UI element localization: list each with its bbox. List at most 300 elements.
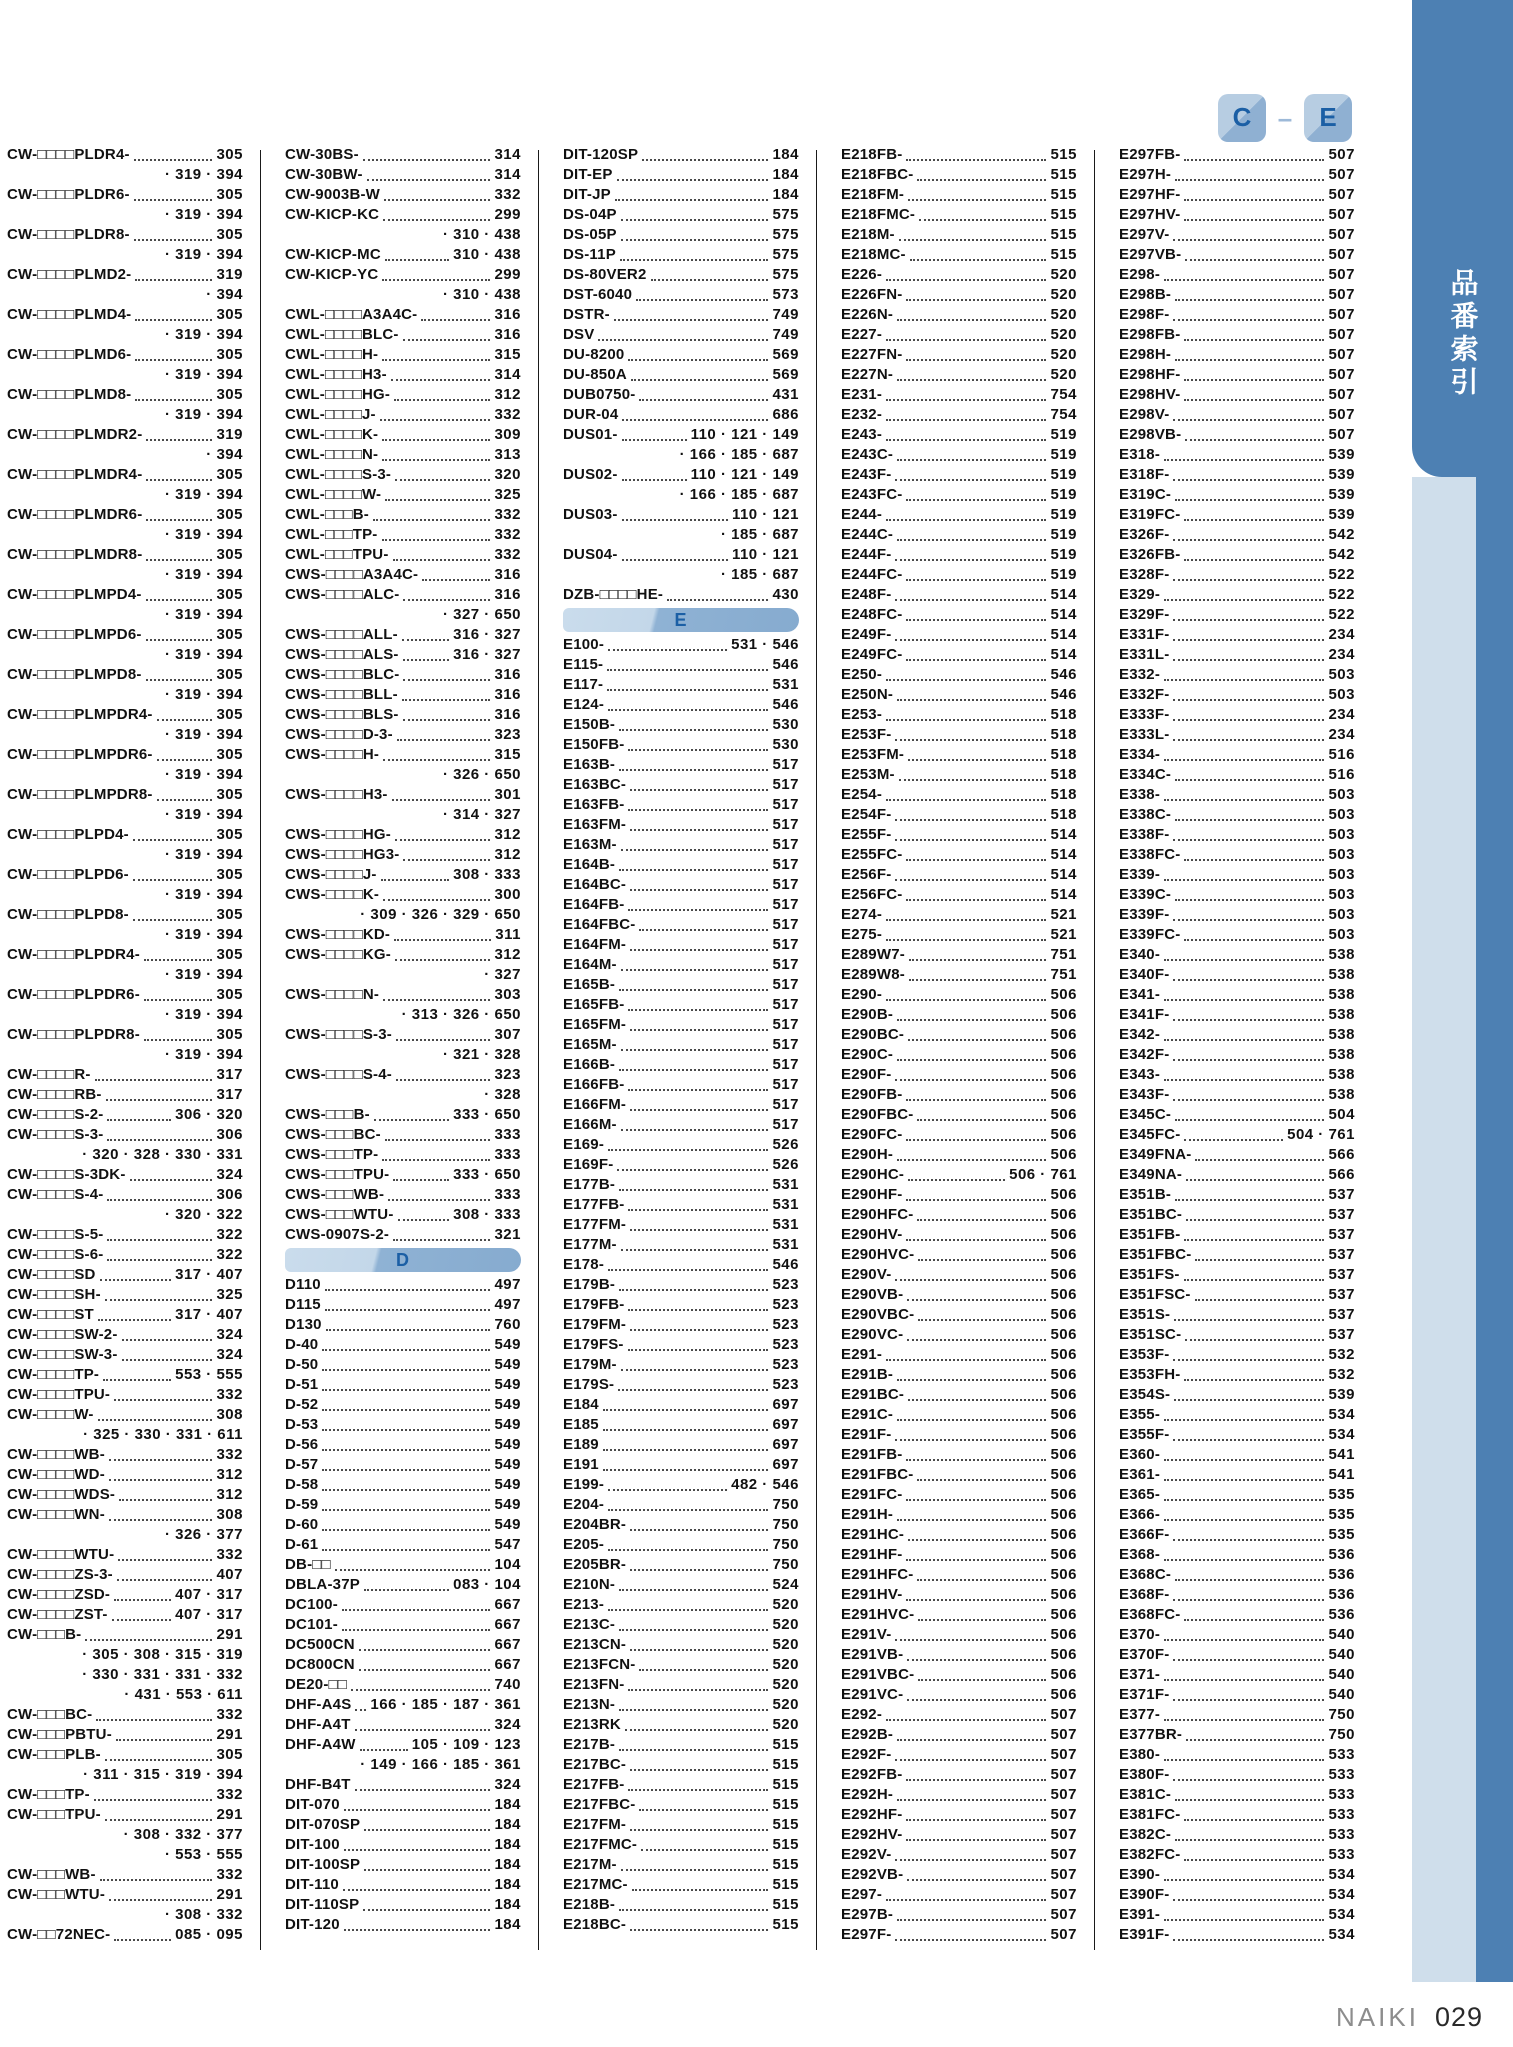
- page-numbers: 504: [1328, 1106, 1355, 1123]
- product-code: CW-□□□□PLMPDR8-: [7, 786, 153, 803]
- index-entry-row: [1119, 1325, 1355, 1345]
- index-entry-row: [1119, 205, 1355, 225]
- page-numbers: 520: [772, 1616, 799, 1633]
- product-code: E351SC-: [1119, 1326, 1182, 1343]
- product-code: E298V-: [1119, 406, 1170, 423]
- page-numbers: 316: [494, 666, 521, 683]
- page-numbers: 517: [772, 816, 799, 833]
- index-entry-row: [1119, 485, 1355, 505]
- page-numbers: 306 · 320: [175, 1106, 243, 1123]
- product-code: DUS03-: [563, 506, 618, 523]
- dot-leader: [1173, 1650, 1324, 1661]
- page-numbers: 332: [216, 1866, 243, 1883]
- index-entry-row: [1119, 665, 1355, 685]
- dot-leader: [897, 310, 1046, 321]
- index-entry-row: [841, 385, 1077, 405]
- dot-leader: [618, 1380, 768, 1391]
- page-numbers: 515: [772, 1836, 799, 1853]
- index-entry-row: [841, 805, 1077, 825]
- index-entry-row: [841, 305, 1077, 325]
- index-entry-row: [7, 1065, 243, 1085]
- dot-leader: [402, 690, 491, 701]
- dot-leader: [107, 1230, 212, 1241]
- product-code: DHF-A4W: [285, 1736, 356, 1753]
- page-numbers: 323: [494, 1066, 521, 1083]
- page-numbers: 506: [1050, 1006, 1077, 1023]
- index-entry-row: [841, 1305, 1077, 1325]
- dot-leader: [335, 1560, 491, 1571]
- dot-leader: [897, 1790, 1046, 1801]
- product-code: E249F-: [841, 626, 892, 643]
- dot-leader: [1173, 570, 1324, 581]
- dot-leader: [897, 450, 1046, 461]
- page-numbers: · 320 · 328 · 330 · 331: [82, 1146, 243, 1163]
- index-entry-row: [7, 1505, 243, 1525]
- index-entry-row: [285, 925, 521, 945]
- product-code: E291FB-: [841, 1446, 903, 1463]
- index-entry-row: [285, 505, 521, 525]
- product-code: DSTR-: [563, 306, 610, 323]
- product-code: E290F-: [841, 1066, 892, 1083]
- page-numbers: 184: [494, 1896, 521, 1913]
- dot-leader: [114, 1930, 171, 1941]
- dot-leader: [1184, 190, 1324, 201]
- dot-leader: [631, 370, 769, 381]
- dot-leader: [630, 1820, 768, 1831]
- dot-leader: [907, 1290, 1046, 1301]
- product-code: CWS-□□□WTU-: [285, 1206, 394, 1223]
- product-code: CW-□□□□PLMPD8-: [7, 666, 142, 683]
- index-entry-row: [7, 1165, 243, 1185]
- letter-range-tabs: [1218, 93, 1352, 142]
- product-code: CW-□□□□SD: [7, 1266, 96, 1283]
- page-numbers: 517: [772, 856, 799, 873]
- index-entry-row: [563, 1915, 799, 1935]
- product-code: E163FM-: [563, 816, 627, 833]
- page-numbers: 515: [772, 1776, 799, 1793]
- page-numbers: 667: [494, 1596, 521, 1613]
- page-numbers: · 319 · 394: [164, 686, 243, 703]
- index-entry-row: [285, 1065, 521, 1085]
- page-numbers: 407 · 317: [175, 1606, 243, 1623]
- product-code: E343F-: [1119, 1086, 1170, 1103]
- dot-leader: [1164, 870, 1324, 881]
- dot-leader: [383, 210, 490, 221]
- dot-leader: [325, 1300, 491, 1311]
- product-code: E163B-: [563, 756, 616, 773]
- index-continuation-row: [7, 1005, 243, 1025]
- product-code: CW-□□□□PLMD8-: [7, 386, 132, 403]
- page-numbers: 305: [216, 466, 243, 483]
- page-numbers: 517: [772, 836, 799, 853]
- product-code: E292VB-: [841, 1866, 904, 1883]
- index-entry-row: [1119, 1705, 1355, 1725]
- page-numbers: 507: [1328, 406, 1355, 423]
- index-entry-row: [7, 625, 243, 645]
- index-entry-row: [563, 385, 799, 405]
- index-entry-row: [841, 545, 1077, 565]
- product-code: CW-□□□□TPU-: [7, 1386, 111, 1403]
- page-numbers: 749: [772, 326, 799, 343]
- index-continuation-row: [7, 565, 243, 585]
- index-entry-row: [841, 1805, 1077, 1825]
- product-code: CW-□□□□PLMPDR4-: [7, 706, 153, 723]
- product-code: E213FN-: [563, 1676, 625, 1693]
- product-code: CW-□□□□WD-: [7, 1466, 105, 1483]
- index-continuation-row: [7, 925, 243, 945]
- page-numbers: 322: [216, 1226, 243, 1243]
- product-code: DUB0750-: [563, 386, 636, 403]
- page-numbers: 667: [494, 1656, 521, 1673]
- index-entry-row: [563, 1415, 799, 1435]
- index-entry-row: [563, 505, 799, 525]
- index-entry-row: [1119, 525, 1355, 545]
- index-entry-row: [841, 1925, 1077, 1945]
- index-entry-row: [841, 1365, 1077, 1385]
- index-entry-row: [563, 1355, 799, 1375]
- page-numbers: 533: [1328, 1746, 1355, 1763]
- dot-leader: [1164, 790, 1324, 801]
- index-entry-row: [563, 285, 799, 305]
- page-numbers: 316 · 327: [453, 626, 521, 643]
- product-code: DIT-120SP: [563, 146, 639, 163]
- page-numbers: 303: [494, 986, 521, 1003]
- product-code: E298H-: [1119, 346, 1172, 363]
- product-code: E218FB-: [841, 146, 903, 163]
- dot-leader: [630, 1920, 768, 1931]
- index-entry-row: [285, 525, 521, 545]
- index-entry-row: [841, 245, 1077, 265]
- index-entry-row: [841, 1225, 1077, 1245]
- index-entry-row: [841, 1865, 1077, 1885]
- product-code: E291V-: [841, 1626, 892, 1643]
- index-entry-row: [563, 405, 799, 425]
- page-numbers: 110 · 121: [731, 506, 799, 523]
- product-code: CWL-□□□□H-: [285, 346, 379, 363]
- dot-leader: [886, 990, 1046, 1001]
- dot-leader: [1175, 290, 1324, 301]
- product-code: DBLA-37P: [285, 1576, 360, 1593]
- index-entry-row: [7, 1225, 243, 1245]
- index-entry-row: [1119, 645, 1355, 665]
- dot-leader: [886, 1710, 1046, 1721]
- product-code: E365-: [1119, 1486, 1161, 1503]
- product-code: E243F-: [841, 466, 892, 483]
- product-code: CW-30BW-: [285, 166, 363, 183]
- index-entry-row: [841, 1845, 1077, 1865]
- product-code: D-40: [285, 1336, 319, 1353]
- index-entry-row: [1119, 1565, 1355, 1585]
- product-code: E163M-: [563, 836, 617, 853]
- page-numbers: 506: [1050, 1446, 1077, 1463]
- page-numbers: 507: [1328, 226, 1355, 243]
- dot-leader: [1173, 650, 1324, 661]
- dot-leader: [342, 1600, 491, 1611]
- dot-leader: [1186, 1730, 1324, 1741]
- dot-leader: [1164, 450, 1324, 461]
- product-code: E290HV-: [841, 1226, 903, 1243]
- product-code: DU-8200: [563, 346, 625, 363]
- product-code: E292-: [841, 1706, 883, 1723]
- section-letter: D: [396, 1249, 410, 1270]
- page-numbers: 519: [1050, 426, 1077, 443]
- product-code: E165FB-: [563, 996, 625, 1013]
- page-numbers: 520: [1050, 266, 1077, 283]
- index-entry-row: [841, 1565, 1077, 1585]
- product-code: DST-6040: [563, 286, 633, 303]
- page-numbers: 312: [494, 826, 521, 843]
- product-code: DC101-: [285, 1616, 338, 1633]
- page-numbers: 523: [772, 1296, 799, 1313]
- page-numbers: 317: [216, 1066, 243, 1083]
- page-numbers: 522: [1328, 566, 1355, 583]
- index-continuation-row: [563, 565, 799, 585]
- dot-leader: [322, 1460, 490, 1471]
- index-entry-row: [1119, 1605, 1355, 1625]
- dot-leader: [630, 1320, 768, 1331]
- page-numbers: 518: [1050, 746, 1077, 763]
- product-code: E390-: [1119, 1866, 1161, 1883]
- page-numbers: 524: [772, 1576, 799, 1593]
- dot-leader: [1173, 230, 1324, 241]
- product-code: E291VB-: [841, 1646, 904, 1663]
- index-entry-row: [285, 825, 521, 845]
- index-continuation-row: [7, 1425, 243, 1445]
- dot-leader: [906, 570, 1046, 581]
- page-numbers: 515: [772, 1916, 799, 1933]
- page-numbers: 305: [216, 706, 243, 723]
- page-numbers: · 314 · 327: [442, 806, 521, 823]
- dot-leader: [422, 570, 490, 581]
- index-entry-row: [1119, 385, 1355, 405]
- index-continuation-row: [7, 1665, 243, 1685]
- index-entry-row: [285, 1145, 521, 1165]
- index-entry-row: [841, 985, 1077, 1005]
- product-code: DS-11P: [563, 246, 616, 263]
- index-entry-row: [563, 1635, 799, 1655]
- index-continuation-row: [285, 1045, 521, 1065]
- index-entry-row: [285, 1395, 521, 1415]
- product-code: E217FBC-: [563, 1796, 636, 1813]
- product-code: E165B-: [563, 976, 616, 993]
- product-code: CWS-□□□WB-: [285, 1186, 385, 1203]
- page-numbers: 517: [772, 896, 799, 913]
- product-code: E351FSC-: [1119, 1286, 1191, 1303]
- dot-leader: [886, 510, 1046, 521]
- page-numbers: 526: [772, 1156, 799, 1173]
- product-code: CWS-□□□TPU-: [285, 1166, 390, 1183]
- page-numbers: 317 · 407: [175, 1266, 243, 1283]
- dot-leader: [897, 1010, 1046, 1021]
- index-entry-row: [563, 915, 799, 935]
- product-code: CW-□□□□PLPD6-: [7, 866, 129, 883]
- index-entry-row: [841, 845, 1077, 865]
- page-numbers: 750: [772, 1496, 799, 1513]
- page-numbers: 531: [772, 1216, 799, 1233]
- index-entry-row: [285, 1575, 521, 1595]
- product-code: E164FB-: [563, 896, 625, 913]
- product-code: E297V-: [1119, 226, 1170, 243]
- product-code: E345FC-: [1119, 1126, 1181, 1143]
- dot-leader: [886, 910, 1046, 921]
- page-numbers: 522: [1328, 586, 1355, 603]
- dot-leader: [617, 170, 769, 181]
- index-entry-row: [841, 1185, 1077, 1205]
- product-code: E217MC-: [563, 1876, 628, 1893]
- dot-leader: [608, 1260, 768, 1271]
- index-entry-row: [1119, 1925, 1355, 1945]
- product-code: E250N-: [841, 686, 894, 703]
- product-code: DB-□□: [285, 1556, 331, 1573]
- product-code: E349FNA-: [1119, 1146, 1192, 1163]
- page-numbers: 546: [772, 656, 799, 673]
- index-entry-row: [285, 1655, 521, 1675]
- page-numbers: 538: [1328, 1046, 1355, 1063]
- dot-leader: [383, 990, 490, 1001]
- product-code: E338C-: [1119, 806, 1172, 823]
- dot-leader: [146, 550, 212, 561]
- page-numbers: · 309 · 326 · 329 · 650: [360, 906, 521, 923]
- dot-leader: [135, 390, 212, 401]
- product-code: E253M-: [841, 766, 895, 783]
- product-code: CWL-□□□B-: [285, 506, 369, 523]
- dot-leader: [906, 1090, 1046, 1101]
- product-code: DSV: [563, 326, 595, 343]
- dot-leader: [630, 880, 768, 891]
- product-code: E256FC-: [841, 886, 903, 903]
- index-entry-row: [841, 1405, 1077, 1425]
- index-entry-row: [1119, 1725, 1355, 1745]
- product-code: E382C-: [1119, 1826, 1172, 1843]
- dot-leader: [608, 1500, 768, 1511]
- product-code: E204BR-: [563, 1516, 627, 1533]
- product-code: E290FBC-: [841, 1106, 914, 1123]
- dot-leader: [322, 1400, 490, 1411]
- page-numbers: 520: [772, 1656, 799, 1673]
- product-code: CW-□□□B-: [7, 1626, 82, 1643]
- dot-leader: [1184, 390, 1324, 401]
- page-numbers: 507: [1328, 366, 1355, 383]
- index-entry-row: [1119, 1685, 1355, 1705]
- page-numbers: · 319 · 394: [164, 606, 243, 623]
- page-numbers: 533: [1328, 1766, 1355, 1783]
- dot-leader: [628, 740, 768, 751]
- page-numbers: 520: [1050, 326, 1077, 343]
- dot-leader: [907, 1870, 1046, 1881]
- range-dash: –: [1277, 102, 1293, 133]
- product-code: E292B-: [841, 1726, 894, 1743]
- product-code: E318F-: [1119, 466, 1170, 483]
- index-entry-row: [7, 1625, 243, 1645]
- page-numbers: 531: [772, 1236, 799, 1253]
- product-code: E169-: [563, 1136, 605, 1153]
- dot-leader: [1164, 990, 1324, 1001]
- product-code: DIT-EP: [563, 166, 613, 183]
- dot-leader: [393, 550, 491, 561]
- dot-leader: [106, 1090, 213, 1101]
- dot-leader: [909, 950, 1047, 961]
- page-numbers: · 308 · 332: [164, 1906, 243, 1923]
- dot-leader: [1173, 470, 1324, 481]
- dot-leader: [109, 1470, 213, 1481]
- product-code: E339F-: [1119, 906, 1170, 923]
- page-numbers: 291: [216, 1806, 243, 1823]
- index-entry-row: [1119, 445, 1355, 465]
- product-code: CW-□□□□SW-3-: [7, 1346, 118, 1363]
- dot-leader: [620, 250, 769, 261]
- product-code: E218BC-: [563, 1916, 627, 1933]
- page-numbers: · 185 · 687: [720, 526, 799, 543]
- index-entry-row: [285, 485, 521, 505]
- product-code: E178-: [563, 1256, 605, 1273]
- page-numbers: 532: [1328, 1366, 1355, 1383]
- product-code: E291F-: [841, 1426, 892, 1443]
- page-numbers: 540: [1328, 1626, 1355, 1643]
- product-code: E217M-: [563, 1856, 617, 1873]
- product-code: D110: [285, 1276, 321, 1293]
- product-code: CWS-□□□□ALC-: [285, 586, 400, 603]
- index-entry-row: [563, 875, 799, 895]
- dot-leader: [322, 1340, 490, 1351]
- index-entry-row: [563, 1255, 799, 1275]
- page-numbers: 507: [1328, 306, 1355, 323]
- product-code: E166FB-: [563, 1076, 625, 1093]
- dot-leader: [598, 330, 768, 341]
- product-code: E115-: [563, 656, 604, 673]
- index-entry-row: [285, 1515, 521, 1535]
- dot-leader: [395, 830, 491, 841]
- page-numbers: 332: [494, 506, 521, 523]
- page-numbers: 305: [216, 1026, 243, 1043]
- index-entry-row: [841, 965, 1077, 985]
- product-code: CW-□□□□PLMDR6-: [7, 506, 143, 523]
- page-numbers: 104: [494, 1556, 521, 1573]
- dot-leader: [322, 1360, 490, 1371]
- page-numbers: 539: [1328, 506, 1355, 523]
- dot-leader: [628, 1340, 769, 1351]
- page-numbers: 507: [1328, 426, 1355, 443]
- index-continuation-row: [7, 485, 243, 505]
- dot-leader: [628, 900, 768, 911]
- page-numbers: 431: [772, 386, 799, 403]
- page-numbers: 506: [1050, 986, 1077, 1003]
- dot-leader: [146, 470, 212, 481]
- product-code: D115: [285, 1296, 321, 1313]
- page-numbers: 546: [1050, 666, 1077, 683]
- index-entry-row: [841, 1465, 1077, 1485]
- dot-leader: [642, 150, 768, 161]
- index-entry-row: [563, 1795, 799, 1815]
- index-entry-row: [841, 1205, 1077, 1225]
- product-code: E368F-: [1119, 1586, 1170, 1603]
- index-entry-row: [1119, 1305, 1355, 1325]
- index-entry-row: [285, 1205, 521, 1225]
- product-code: E227FN-: [841, 346, 903, 363]
- page-numbers: 506: [1050, 1386, 1077, 1403]
- index-entry-row: [563, 1555, 799, 1575]
- index-entry-row: [563, 365, 799, 385]
- dot-leader: [1164, 1870, 1324, 1881]
- dot-leader: [322, 1500, 490, 1511]
- page-numbers: 534: [1328, 1926, 1355, 1943]
- page-numbers: 520: [772, 1636, 799, 1653]
- product-code: E291HF-: [841, 1546, 903, 1563]
- dot-leader: [105, 1810, 213, 1821]
- page-numbers: 514: [1050, 866, 1077, 883]
- index-entry-row: [563, 1015, 799, 1035]
- index-entry-row: [563, 755, 799, 775]
- dot-leader: [135, 270, 212, 281]
